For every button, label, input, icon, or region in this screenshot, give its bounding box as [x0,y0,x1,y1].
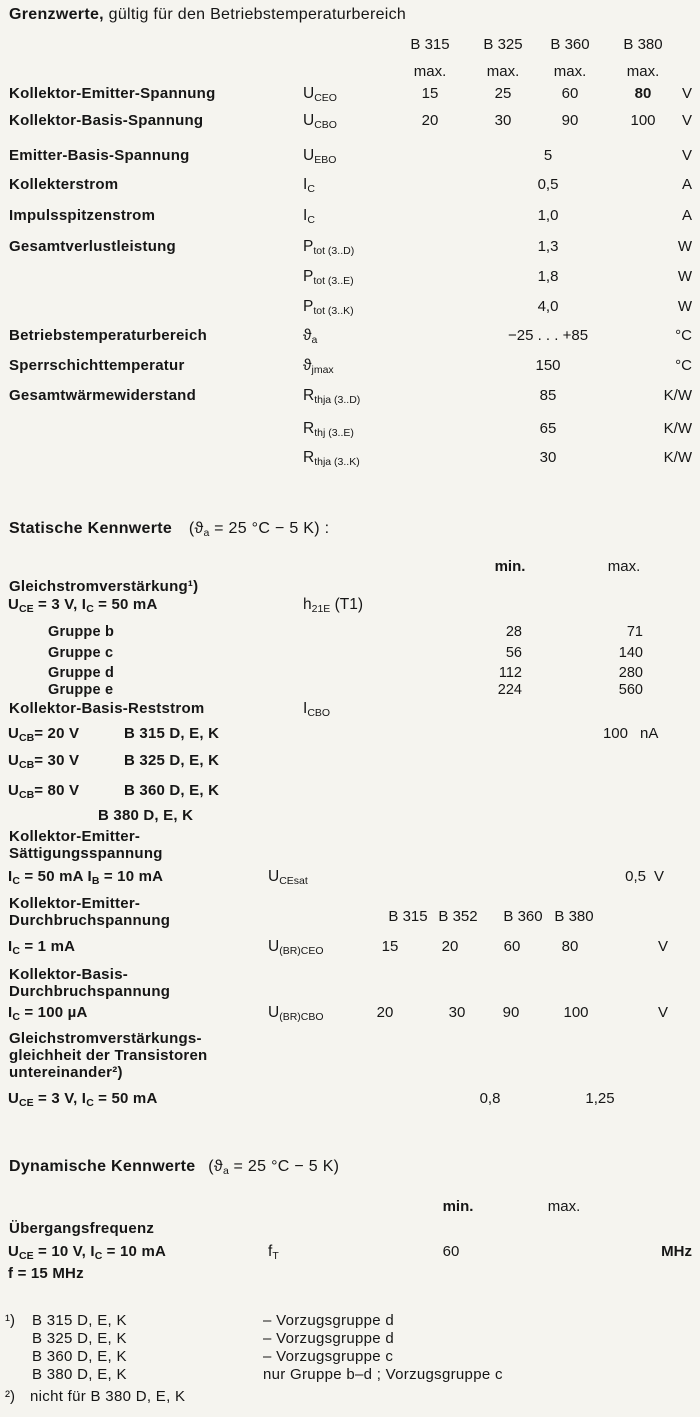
max-value: 1,25 [585,1090,615,1107]
unit-label: V [657,938,668,955]
table-row [0,268,700,288]
table-row [0,449,700,469]
table-row [0,327,700,347]
max-value: 140 [618,645,643,661]
row-label: Kollektor-Basis-Spannung [9,112,204,129]
max-column-header: max. [413,63,447,80]
min-value: 60 [442,1243,460,1260]
type-column-header: B 352 [438,908,478,925]
value-cell: 60 [561,85,579,102]
section-title-bold: Statische Kennwerte [9,520,173,537]
footnote-marker: ²) [5,1388,15,1405]
test-condition: $I_C = 100$ µA [8,1004,88,1023]
row-label: Impulsspitzenstrom [9,207,156,224]
table-row [0,1265,700,1285]
value-cell: 65 [539,420,557,437]
max-column-header: max. [547,1198,581,1215]
table-row [0,387,700,407]
footnote-text: nicht für B 380 D, E, K [30,1388,186,1405]
unit-label: °C [675,357,692,374]
table-row [0,1064,700,1084]
value-cell: 30 [448,1004,466,1021]
test-condition: $I_C = 50$ mA $I_B = 10$ mA [8,868,164,887]
table-row [0,807,700,827]
table-row [0,176,700,196]
section-title-rest: gültig für den Betriebstemperaturbereich [103,6,407,23]
type-column-header: B 380 [554,908,594,925]
symbol: $I_C$ [303,207,315,226]
unit-label: V [681,147,692,164]
table-row [0,845,700,865]
test-condition: $U_{CE} = 3$ V, $I_C = 50$ mA [8,1090,158,1109]
test-condition: $I_C = 1$ mA [8,938,76,957]
symbol: $I_C$ [303,176,315,195]
group-label: Gruppe e [48,682,114,698]
row-label: Gleichstromverstärkung¹) [9,578,199,595]
symbol: $P_{tot (3..D)}$ [303,238,355,257]
type-list: B 360 D, E, K [124,782,220,799]
value-cell: −25 . . . +85 [507,327,589,344]
type-list: B 360 D, E, K [32,1348,127,1365]
table-row [0,700,700,720]
row-label: Gesamtverlustleistung [9,238,176,255]
value-cell: 30 [494,112,512,129]
group-label: Gruppe b [48,624,115,640]
group-label: Gruppe c [48,645,114,661]
unit-label: V [681,85,692,102]
type-column-header: B 315 [388,908,428,925]
table-row [0,112,700,132]
symbol: $U_{(BR)CBO}$ [268,1004,324,1023]
table-row [0,645,700,665]
min-value: 56 [505,645,522,661]
symbol: $ϑ_a$ [303,327,318,346]
section-title-bold: Grenzwerte, [9,6,104,23]
unit-label: V [657,1004,668,1021]
max-column-header: max. [626,63,660,80]
table-row [0,357,700,377]
footnote-row [0,1312,700,1332]
value-cell: 15 [381,938,399,955]
value-cell: 80 [561,938,579,955]
value-cell: 100 [563,1004,589,1021]
symbol: $U_{CBO}$ [303,112,337,131]
unit-label: A [681,207,692,224]
type-column-header: B 325 [483,36,523,53]
value-cell: 80 [634,85,652,102]
footnote-row [0,1366,700,1386]
type-column-header: B 380 [623,36,663,53]
test-condition: $U_{CE} = 10$ V, $I_C = 10$ mA [8,1243,167,1262]
value-cell: 30 [539,449,557,466]
section-title-dynamische [9,1158,339,1176]
footnote-row [0,1348,700,1368]
value-cell: 5 [543,147,553,164]
table-row [0,752,700,772]
table-row [0,85,700,105]
min-value: 0,8 [479,1090,501,1107]
minmax-header-row [0,1198,700,1218]
symbol: $P_{tot (3..K)}$ [303,298,354,317]
table-row [0,938,700,958]
table-row [0,298,700,318]
table-row [0,725,700,745]
row-label: Kollektor-Emitter- [9,895,141,912]
max-column-header: max. [553,63,587,80]
symbol: $U_{EBO}$ [303,147,337,166]
test-condition: $U_{CB}= 30$ V [8,752,80,771]
value-cell: 90 [502,1004,520,1021]
row-label: Gleichstromverstärkungs- [9,1030,202,1047]
value-cell: 0,5 [537,176,559,193]
value-cell: 20 [441,938,459,955]
type-list: B 325 D, E, K [124,752,220,769]
unit-label: nA [640,725,659,742]
row-label: Kollekterstrom [9,176,119,193]
row-label: Kollektor-Emitter- [9,828,141,845]
row-label: Kollektor-Emitter-Spannung [9,85,216,102]
value-cell: 85 [539,387,557,404]
value-cell: 1,0 [537,207,559,224]
max-value: 0,5 [625,868,646,885]
row-label: Betriebstemperaturbereich [9,327,207,344]
section-title-bold: Dynamische Kennwerte [9,1158,196,1175]
type-column-header: B 360 [503,908,543,925]
value-cell: 15 [421,85,439,102]
type-list: B 315 D, E, K [32,1312,127,1329]
table-row [0,682,700,702]
row-label: Übergangsfrequenz [9,1220,155,1237]
section-title-condition: ($ϑ_a = 25$ °C − 5 K) [208,1158,340,1177]
footnote-note: – Vorzugsgruppe d [263,1312,395,1329]
test-condition: $U_{CE} = 3$ V, $I_C = 50$ mA [8,596,158,615]
unit-label: MHz [661,1243,692,1260]
value-cell: 60 [503,938,521,955]
value-cell: 150 [535,357,561,374]
table-row [0,578,700,598]
table-row [0,1243,700,1263]
table-row [0,1004,700,1024]
footnote-note: nur Gruppe b–d ; Vorzugsgruppe c [263,1366,503,1383]
symbol: $I_{CBO}$ [303,700,331,719]
limit-table-max-header-row [0,63,700,83]
symbol: $R_{thja (3..K)}$ [303,449,360,468]
footnote-row [0,1330,700,1350]
type-list: B 315 D, E, K [124,725,220,742]
symbol: $R_{thj (3..E)}$ [303,420,354,439]
table-row [0,596,700,616]
row-label: Kollektor-Basis-Reststrom [9,700,205,717]
max-column-header: max. [607,558,641,575]
symbol: $R_{thja (3..D)}$ [303,387,361,406]
table-row [0,207,700,227]
table-row [0,782,700,802]
section-title-statische [9,520,329,538]
row-label: Durchbruchspannung [9,912,171,929]
row-label: Sättigungsspannung [9,845,163,862]
type-list: B 380 D, E, K [98,807,194,824]
limit-table-type-header-row [0,36,700,56]
max-value: 71 [626,624,643,640]
symbol: $ϑ_{jmax}$ [303,357,334,376]
table-row [0,912,700,932]
symbol: $P_{tot (3..E)}$ [303,268,354,287]
symbol: $U_{CEO}$ [303,85,337,104]
min-value: 224 [497,682,522,698]
unit-label: K/W [663,449,692,466]
max-value: 560 [618,682,643,698]
table-row [0,983,700,1003]
test-condition: $U_{CB}= 80$ V [8,782,80,801]
type-column-header: B 315 [410,36,450,53]
max-column-header: max. [486,63,520,80]
row-label: Gesamtwärmewiderstand [9,387,196,404]
footnote-note: – Vorzugsgruppe c [263,1348,394,1365]
test-condition: $U_{CB}= 20$ V [8,725,80,744]
footnote-note: – Vorzugsgruppe d [263,1330,395,1347]
unit-label: W [677,298,692,315]
footnote-marker: ¹) [5,1312,15,1329]
footnote-row [0,1388,700,1408]
value-cell: 1,3 [537,238,559,255]
value-cell: 25 [494,85,512,102]
row-label: Emitter-Basis-Spannung [9,147,190,164]
min-value: 112 [498,665,522,681]
symbol: $U_{CEsat}$ [268,868,308,887]
section-title-condition: ($ϑ_a = 25$ °C − 5 K) : [188,520,330,539]
value-cell: 90 [561,112,579,129]
unit-label: W [677,268,692,285]
table-row [0,624,700,644]
symbol: $U_{(BR)CEO}$ [268,938,324,957]
row-label: Durchbruchspannung [9,983,171,1000]
symbol: $f_T$ [268,1243,279,1262]
value-cell: 20 [421,112,439,129]
table-row [0,1220,700,1240]
max-value: 100 [602,725,628,742]
unit-label: °C [675,327,692,344]
value-cell: 1,8 [537,268,559,285]
value-cell: 20 [376,1004,394,1021]
type-column-header: B 360 [550,36,590,53]
min-column-header: min. [494,558,526,575]
group-label: Gruppe d [48,665,115,681]
table-row [0,238,700,258]
unit-label: W [677,238,692,255]
section-title-grenzwerte [9,6,406,24]
symbol: $h_{21E}$ (T1) [303,596,364,615]
unit-label: V [654,868,665,885]
row-label: Sperrschichttemperatur [9,357,185,374]
table-row [0,1090,700,1110]
unit-label: K/W [663,387,692,404]
min-value: 28 [505,624,522,640]
row-label: Kollektor-Basis- [9,966,129,983]
table-row [0,868,700,888]
unit-label: K/W [663,420,692,437]
type-list: B 380 D, E, K [32,1366,127,1383]
row-label: untereinander²) [9,1064,123,1081]
row-label: gleichheit der Transistoren [9,1047,208,1064]
table-row [0,147,700,167]
unit-label: A [681,176,692,193]
table-row [0,420,700,440]
test-condition: f = 15 MHz [8,1265,84,1282]
type-list: B 325 D, E, K [32,1330,127,1347]
min-column-header: min. [442,1198,474,1215]
minmax-header-row [0,558,700,578]
value-cell: 4,0 [537,298,559,315]
unit-label: V [681,112,692,129]
max-value: 280 [618,665,643,681]
value-cell: 100 [630,112,656,129]
